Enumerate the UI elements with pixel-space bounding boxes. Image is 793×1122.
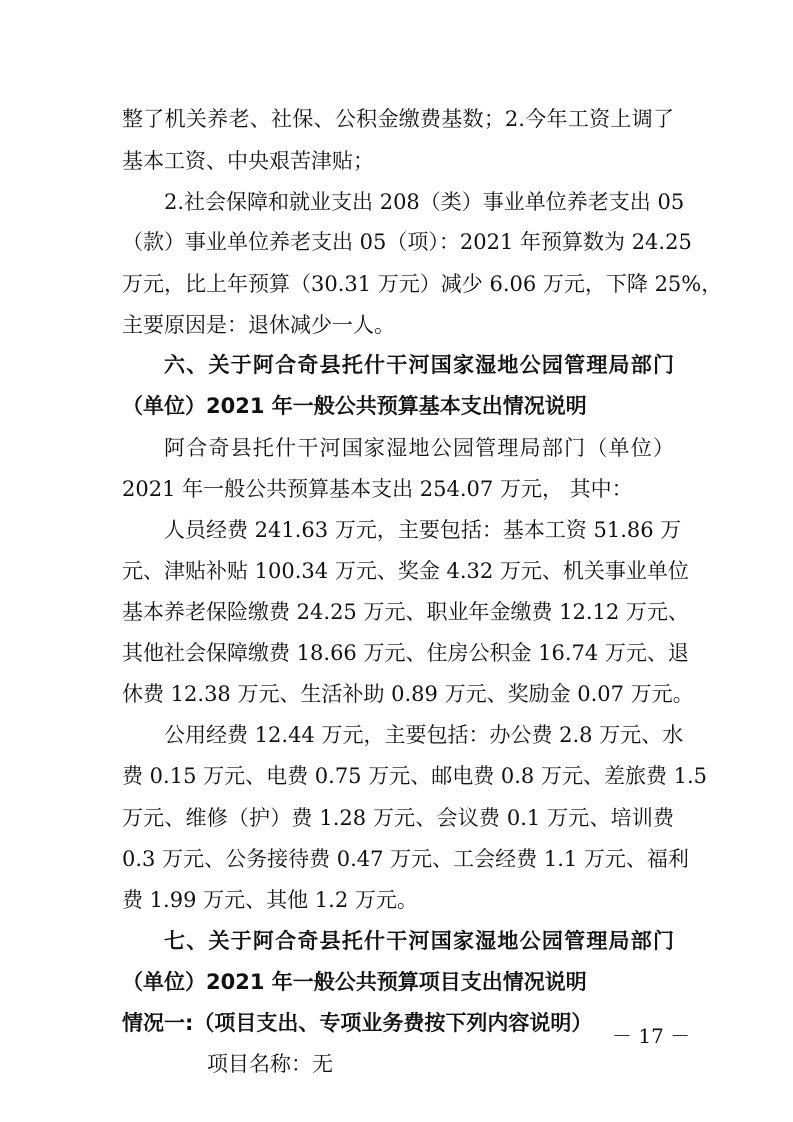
section-heading: 六、关于阿合奇县托什干河国家湿地公园管理局部门: [164, 353, 674, 377]
paragraph-line: 人员经费 241.63 万元，主要包括：基本工资 51.86 万: [164, 518, 682, 542]
paragraph-line: 2021 年一般公共预算基本支出 254.07 万元， 其中：: [122, 477, 633, 501]
paragraph-line: 项目名称：无: [207, 1052, 333, 1076]
paragraph-line: 阿合奇县托什干河国家湿地公园管理局部门（单位）: [164, 436, 674, 460]
paragraph-line: 费 0.15 万元、电费 0.75 万元、邮电费 0.8 万元、差旅费 1.5: [122, 764, 708, 788]
paragraph-line: 万元、维修（护）费 1.28 万元、会议费 0.1 万元、培训费: [122, 806, 674, 830]
paragraph-line: 基本养老保险缴费 24.25 万元、职业年金缴费 12.12 万元、: [122, 600, 689, 624]
paragraph-line: 其他社会保障缴费 18.66 万元、住房公积金 16.74 万元、退: [122, 641, 689, 665]
paragraph-line: 基本工资、中央艰苦津贴；: [122, 149, 374, 173]
paragraph-line: （款）事业单位养老支出 05（项）：2021 年预算数为 24.25: [122, 230, 692, 254]
paragraph-line: 2.社会保障和就业支出 208（类）事业单位养老支出 05: [164, 190, 685, 214]
paragraph-line: 元、津贴补贴 100.34 万元、奖金 4.32 万元、机关事业单位: [122, 559, 689, 583]
paragraph-line: 万元，比上年预算（30.31 万元）减少 6.06 万元，下降 25%，: [122, 272, 723, 296]
paragraph-line: 公用经费 12.44 万元，主要包括：办公费 2.8 万元、水: [164, 723, 684, 747]
subsection-heading: 情况一:（项目支出、专项业务费按下列内容说明）: [122, 1011, 593, 1035]
section-heading: （单位）2021 年一般公共预算项目支出情况说明: [122, 970, 587, 994]
paragraph-line: 整了机关养老、社保、公积金缴费基数；2.今年工资上调了: [122, 107, 674, 131]
section-heading: 七、关于阿合奇县托什干河国家湿地公园管理局部门: [164, 929, 674, 953]
section-heading: （单位）2021 年一般公共预算基本支出情况说明: [122, 394, 587, 418]
paragraph-line: 费 1.99 万元、其他 1.2 万元。: [122, 888, 418, 912]
paragraph-line: 0.3 万元、公务接待费 0.47 万元、工会经费 1.1 万元、福利: [122, 847, 689, 871]
page-number: － 17 －: [612, 1024, 691, 1048]
paragraph-line: 休费 12.38 万元、生活补助 0.89 万元、奖励金 0.07 万元。: [122, 682, 694, 706]
paragraph-line: 主要原因是：退休减少一人。: [122, 313, 395, 337]
